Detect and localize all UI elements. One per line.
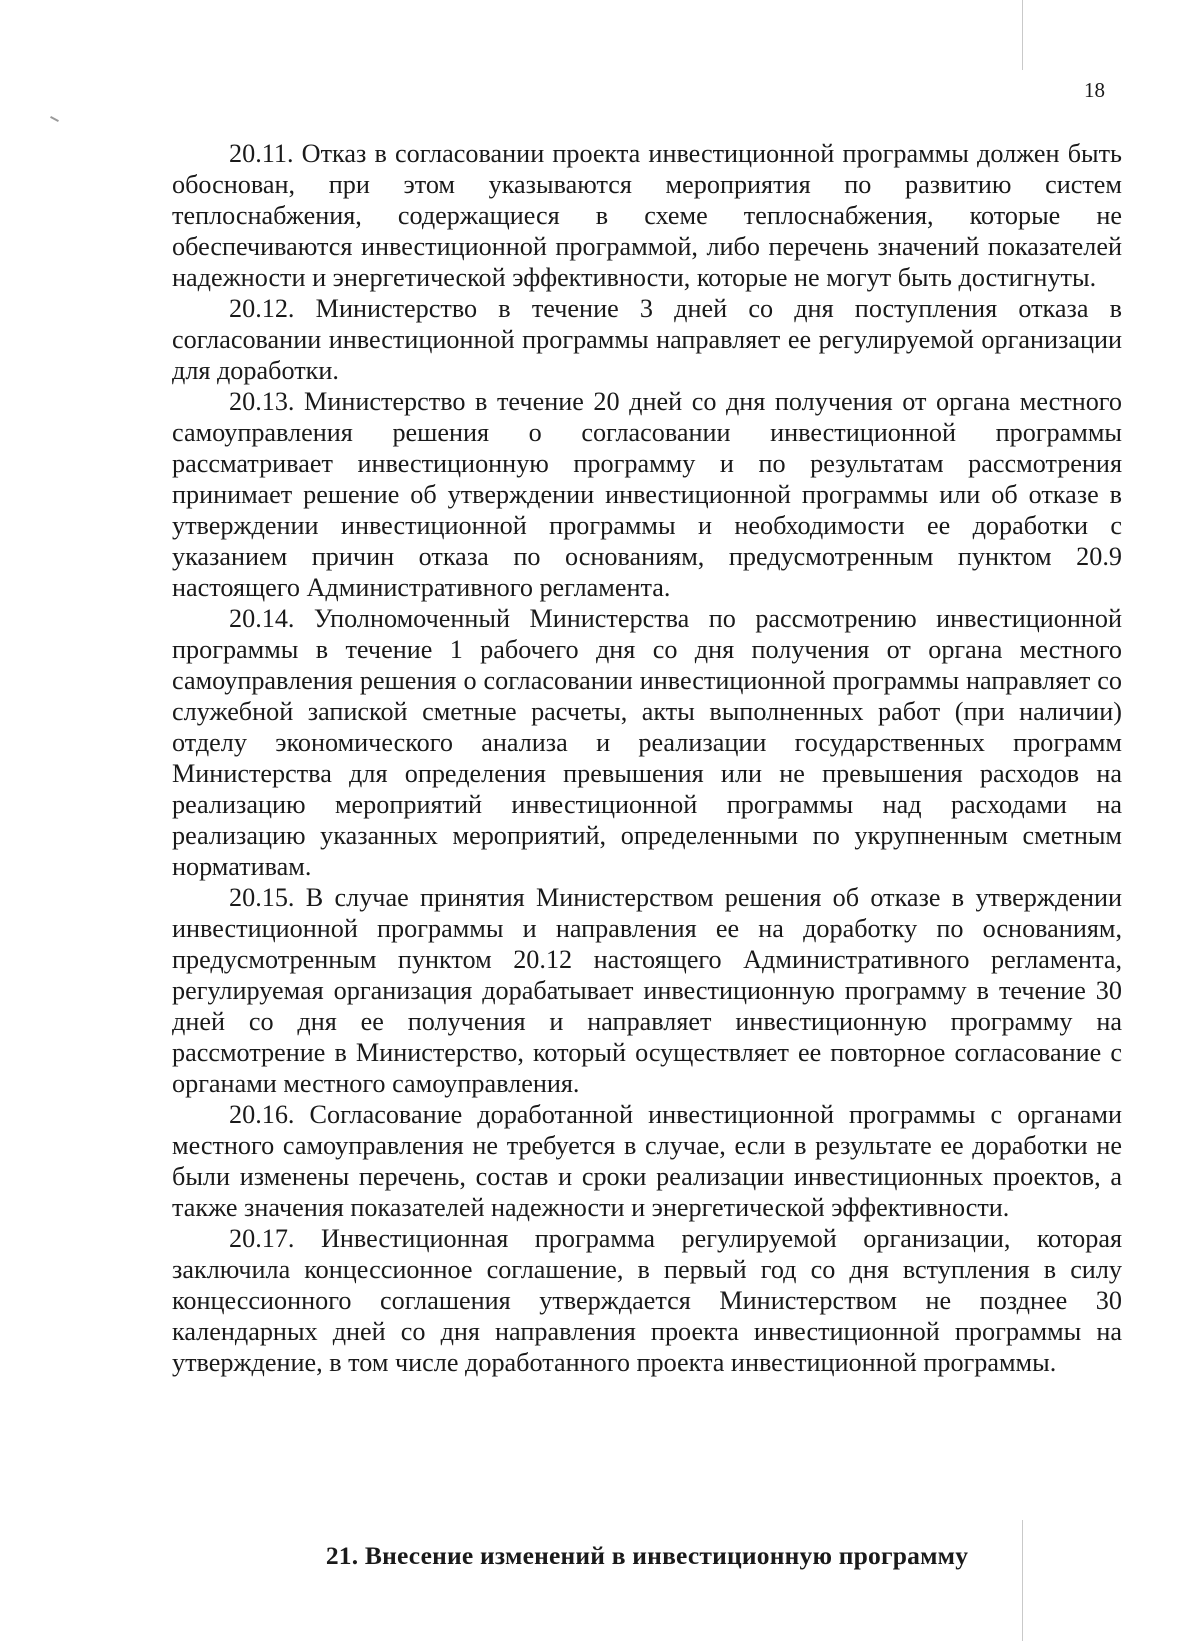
- paragraph-20-12: 20.12. Министерство в течение 3 дней со дня поступления отказа в согласовании инвестиционной программы направляет ее регулируемой организации для доработки.: [172, 294, 1122, 385]
- paragraph-20-13: 20.13. Министерство в течение 20 дней со дня получения от органа местного самоуправления решения о согласовании инвестиционной программы рассматривает инвестиционную программу и по результатам рассмотрения принимает решение об утверждении инвестиционной программы или об отказе в утверждении инвестиционной программы и необходимости ее доработки с указанием причин отказа по основаниям, предусмотренным пунктом 20.9 настоящего Административного регламента.: [172, 387, 1122, 602]
- document-body: [172, 138, 1122, 1378]
- scan-artifact-line: [1022, 1520, 1023, 1641]
- paragraph-20-16: 20.16. Согласование доработанной инвестиционной программы с органами местного самоуправления не требуется в случае, если в результате ее доработки не были изменены перечень, состав и сроки реализации инвестиционных проектов, а также значения показателей надежности и энергетической эффективности.: [172, 1100, 1122, 1222]
- scan-artifact-line: [1022, 0, 1023, 70]
- paragraph-20-17: 20.17. Инвестиционная программа регулируемой организации, которая заключила концессионное соглашение, в первый год со дня вступления в силу концессионного соглашения утверждается Министерством не позднее 30 календарных дней со дня направления проекта инвестиционной программы на утверждение, в том числе доработанного проекта инвестиционной программы.: [172, 1224, 1122, 1377]
- section-heading: 21. Внесение изменений в инвестиционную программу: [325, 1541, 969, 1570]
- paragraph-20-14: 20.14. Уполномоченный Министерства по рассмотрению инвестиционной программы в течение 1 рабочего дня со дня получения от органа местного самоуправления решения о согласовании инвестиционной программы направляет со служебной запиской сметные расчеты, акты выполненных работ (при наличии) отделу экономического анализа и реализации государственных программ Министерства для определения превышения или не превышения расходов на реализацию мероприятий инвестиционной программы над расходами на реализацию указанных мероприятий, определенными по укрупненным сметным нормативам.: [172, 604, 1122, 881]
- paragraph-20-15: 20.15. В случае принятия Министерством решения об отказе в утверждении инвестиционной программы и направления ее на доработку по основаниям, предусмотренным пунктом 20.12 настоящего Административного регламента, регулируемая организация дорабатывает инвестиционную программу в течение 30 дней со дня ее получения и направляет инвестиционную программу на рассмотрение в Министерство, который осуществляет ее повторное согласование с органами местного самоуправления.: [172, 883, 1122, 1098]
- paragraph-20-11: 20.11. Отказ в согласовании проекта инвестиционной программы должен быть обоснован, при этом указываются мероприятия по развитию систем теплоснабжения, содержащиеся в схеме теплоснабжения, которые не обеспечиваются инвестиционной программой, либо перечень значений показателей надежности и энергетической эффективности, которые не могут быть достигнуты.: [172, 139, 1122, 292]
- page-number: 18: [1084, 78, 1105, 102]
- scan-artifact-mark: [50, 116, 59, 122]
